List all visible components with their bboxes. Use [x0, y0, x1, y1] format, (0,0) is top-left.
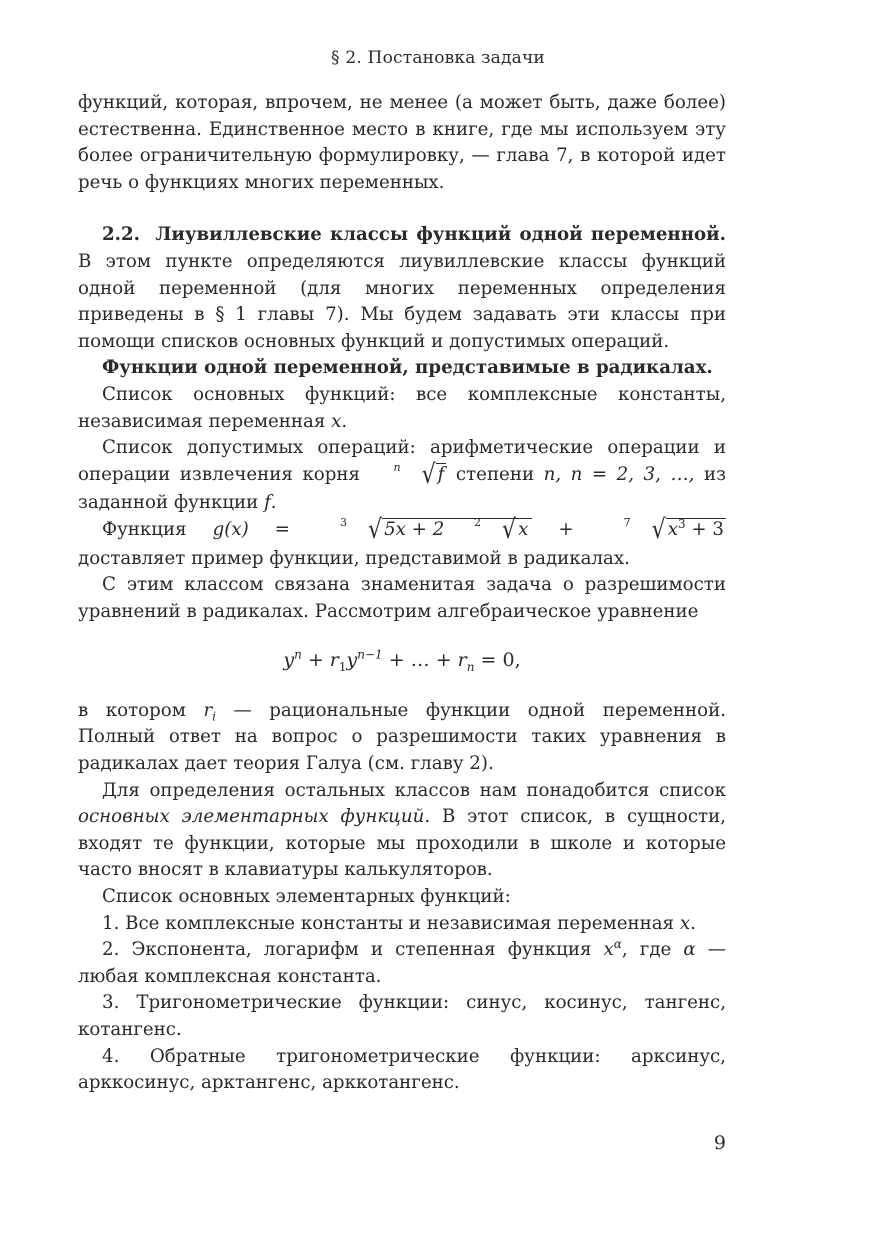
- paragraph-basic-functions: [78, 382, 726, 435]
- exponent: n: [294, 647, 302, 662]
- text-span: 1. Все комплексные константы и независимая переменная: [102, 912, 680, 934]
- text-span: .: [270, 492, 277, 514]
- body-text: [78, 90, 726, 1097]
- square-root-formula: [450, 517, 530, 546]
- math-expression: + r: [301, 649, 339, 672]
- paragraph-elementary: [78, 778, 726, 884]
- paragraph-operations: [78, 435, 726, 517]
- list-title: Список основных элементарных функций:: [102, 886, 511, 908]
- text-span: Список основных функций: все комплексные константы, независимая переменная: [78, 383, 726, 432]
- root-index: 3: [340, 515, 348, 529]
- running-head: § 2. Постановка задачи: [331, 48, 545, 68]
- math-var: x: [603, 939, 614, 961]
- math-var: α: [683, 939, 696, 961]
- exponent: n−1: [357, 647, 383, 662]
- text-span: — рациональные функции одной переменной. Полный ответ на вопрос о разрешимости таких уравнения в радикалах дает теория Галуа (см. главу 2).: [78, 699, 727, 775]
- section-intro: В этом пункте определяются лиувиллевские классы функций одной переменной (для многих переменных определения приведены в § 1 главы 7). Мы будем задавать эти классы при помощи списков основных функций и допустимых операций.: [78, 250, 726, 352]
- root-index: 7: [623, 515, 631, 529]
- section-title: Лиувиллевские классы функций одной переменной.: [155, 224, 726, 246]
- list-item: 4. Обратные тригонометрические функции: арксинус, арккосинус, арктангенс, арккотангенс.: [78, 1045, 726, 1094]
- text-span: , где: [621, 939, 684, 961]
- subscript: n: [466, 660, 475, 675]
- exponent: α: [613, 937, 622, 952]
- math-expression: g(x) =: [212, 518, 317, 540]
- text-span: .: [690, 912, 696, 934]
- radical-sign-icon: √: [368, 515, 383, 546]
- paragraph-continued: функций, которая, впрочем, не менее (а может быть, даже более) естественна. Единственное место в книге, где мы используем эту более ограничительную формулировку, — глава 7, в которой идет речь о функциях многих переменных.: [78, 92, 726, 193]
- text-span: Для определения остальных классов нам понадобится список: [102, 779, 726, 801]
- root-index: 2: [474, 515, 482, 529]
- math-expression: + 3: [685, 518, 724, 540]
- math-var: x: [667, 518, 678, 540]
- root-argument: [382, 515, 532, 546]
- section-number: 2.2.: [102, 224, 140, 246]
- math-operator: +: [532, 518, 600, 540]
- text-span: 2. Экспонента, логарифм и степенная функция: [102, 939, 604, 961]
- seventh-root-formula: [600, 517, 726, 546]
- root-argument: [666, 518, 726, 540]
- math-expression: 5x + 2: [384, 518, 451, 540]
- list-item: [78, 911, 726, 938]
- cube-root-formula: [316, 517, 532, 546]
- text-span: Список допустимых операций: арифметические операции и операции извлечения корня: [78, 437, 726, 485]
- math-var: x: [679, 912, 691, 934]
- text-span: степени: [446, 463, 544, 485]
- radical-sign-icon: √: [421, 460, 436, 491]
- list-item: [78, 937, 726, 990]
- exponent: 3: [677, 516, 686, 531]
- emphasis: основных элементарных функций: [78, 806, 425, 828]
- root-argument: x: [518, 518, 529, 540]
- math-var: x: [331, 410, 342, 432]
- list-item: 3. Тригонометрические функции: синус, косинус, тангенс, котангенс.: [78, 992, 726, 1040]
- math-var: r: [203, 699, 213, 721]
- paragraph-galois-intro: С этим классом связана знаменитая задача о разрешимости уравнений в радикалах. Рассмотрим алгебраическое уравнение: [78, 574, 726, 622]
- text-span: — любая комплексная константа.: [78, 939, 726, 987]
- text-span: в котором: [78, 699, 204, 721]
- text-span: .: [341, 410, 348, 432]
- text-span: из заданной функции: [78, 463, 727, 514]
- root-index: n: [393, 460, 401, 474]
- subscript: 1: [338, 660, 347, 675]
- math-expression: n, n = 2, 3, …,: [543, 463, 695, 485]
- math-expression: = 0,: [474, 649, 521, 672]
- math-var: f: [264, 492, 271, 514]
- text-span: . В этот список, в сущности, входят те функции, которые мы проходили в школе и которые часто вносят в клавиатуры калькуляторов.: [78, 806, 726, 881]
- text-span: Функция: [102, 518, 213, 540]
- paragraph-example: [78, 517, 726, 572]
- math-var: y: [283, 649, 295, 672]
- math-expression: + … + r: [382, 649, 467, 672]
- math-var: y: [346, 649, 358, 672]
- algebraic-equation: [78, 647, 726, 674]
- paragraph-galois-answer: [78, 698, 726, 778]
- section-paragraph: [78, 222, 726, 355]
- radical-sign-icon: √: [651, 515, 666, 546]
- subheading: Функции одной переменной, представимые в радикалах.: [102, 357, 713, 379]
- radical-sign-icon: √: [502, 515, 517, 546]
- page-number: 9: [713, 1132, 726, 1154]
- subscript: i: [212, 709, 216, 724]
- root-argument: f: [437, 463, 445, 485]
- section-gap: [78, 196, 726, 222]
- nth-root-formula: [370, 462, 447, 491]
- text-span: доставляет пример функции, представимой в радикалах.: [78, 547, 630, 569]
